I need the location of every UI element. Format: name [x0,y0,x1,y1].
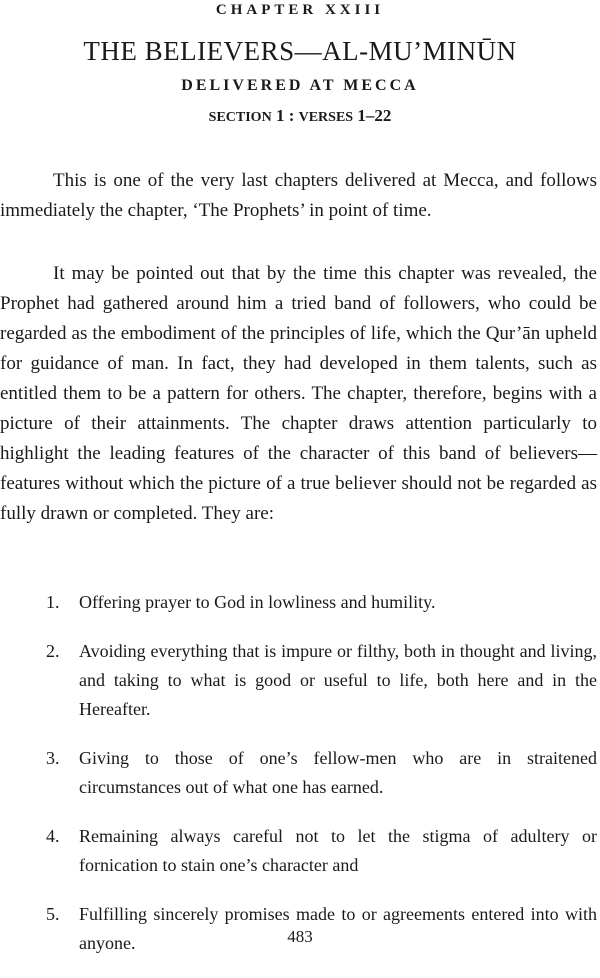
list-item-number: 2. [46,641,60,661]
list-item-number: 3. [46,748,60,768]
list-item [0,822,597,880]
section-heading [0,106,600,126]
list-item-number: 4. [46,826,60,846]
list-item-text: Remaining always careful not to let the stigma of adultery or fornication to stain one’s character and [79,826,597,875]
list-item-text: Offering prayer to God in lowliness and humility. [79,592,436,612]
list-item [0,588,597,617]
list-item-number: 5. [46,904,60,924]
section-label: SECTION [208,110,272,125]
features-list [0,588,597,978]
list-item [0,637,597,724]
intro-paragraph: This is one of the very last chapters delivered at Mecca, and follows immediately the chapter, ‘The Prophets’ in point of time. [0,170,597,221]
chapter-label: CHAPTER XXIII [215,2,385,18]
page-number: 483 [287,927,313,946]
list-item-number: 1. [46,592,60,612]
list-item [0,744,597,802]
verses-range: 1–22 [357,106,392,125]
section-number: 1 [275,106,285,125]
chapter-title: THE BELIEVERS—AL-MU’MINŪN [83,36,517,66]
list-item-text: Giving to those of one’s fellow-men who are in straitened circumstances out of what one has earned. [79,748,597,797]
delivered-location: DELIVERED AT MECCA [181,77,419,94]
section-colon: : [288,106,295,125]
verses-label: VERSES [298,110,354,125]
list-item-text: Fulfilling sincerely promises made to or agreements entered into with anyone. [79,904,597,953]
body-paragraph: It may be pointed out that by the time this chapter was revealed, the Prophet had gathered around him a tried band of followers, who could be regarded as the embodiment of the principles of life, which the Qur’ān upheld for guidance of man. In fact, they had developed in them talents, such as entitled them to be a pattern for others. The chapter, therefore, begins with a picture of their attainments. The chapter draws attention particularly to highlight the leading features of the character of this band of believers—features without which the picture of a true believer should not be regarded as fully drawn or completed. They are: [0,263,597,524]
list-item-text: Avoiding everything that is impure or filthy, both in thought and living, and taking to what is good or useful to life, both here and in the Hereafter. [79,641,597,719]
